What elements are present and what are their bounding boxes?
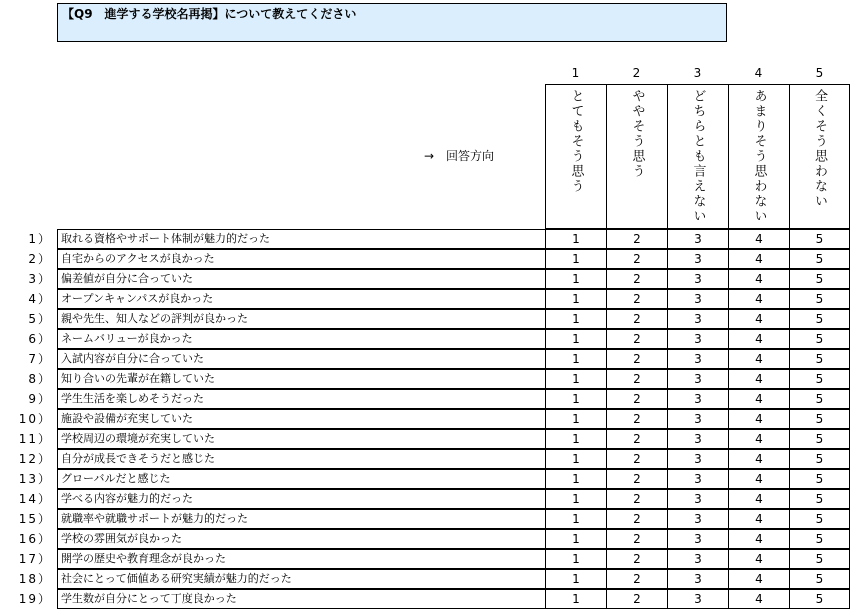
rating-option-3[interactable]: 3 [667,409,728,429]
rating-option-4[interactable]: 4 [728,469,789,489]
rating-option-4[interactable]: 4 [728,589,789,609]
table-row [0,309,856,329]
row-question-text: 取れる資格やサポート体制が魅力的だった [57,229,545,249]
scale-number-2: 2 [632,66,641,80]
rating-option-5[interactable]: 5 [789,509,850,529]
rating-option-5[interactable]: 5 [789,549,850,569]
rating-option-1[interactable]: 1 [545,269,606,289]
rating-option-5[interactable]: 5 [789,369,850,389]
row-number: 3） [28,272,52,286]
answer-direction-label: → 回答方向 [424,149,495,163]
rating-option-4[interactable]: 4 [728,509,789,529]
rating-option-4[interactable]: 4 [728,529,789,549]
rating-option-2[interactable]: 2 [606,229,667,249]
row-question-text: 自分が成長できそうだと感じた [57,449,545,469]
question-title: 【Q9 進学する学校名再掲】について教えてください [62,7,357,21]
rating-option-5[interactable]: 5 [789,389,850,409]
row-number: 2） [28,252,52,266]
table-row [0,329,856,349]
rating-option-2[interactable]: 2 [606,449,667,469]
rating-option-4[interactable]: 4 [728,309,789,329]
row-question-text: 偏差値が自分に合っていた [57,269,545,289]
rating-option-3[interactable]: 3 [667,429,728,449]
rating-option-1[interactable]: 1 [545,289,606,309]
row-question-text: 入試内容が自分に合っていた [57,349,545,369]
rating-option-5[interactable]: 5 [789,429,850,449]
scale-label-4: あまりそう思わない [751,89,767,224]
table-row [0,589,856,609]
rating-option-1[interactable]: 1 [545,549,606,569]
scale-number-3: 3 [693,66,702,80]
rating-option-2[interactable]: 2 [606,369,667,389]
row-question-text: オープンキャンパスが良かった [57,289,545,309]
row-number: 11） [18,432,52,446]
scale-label-2: ややそう思う [629,89,645,179]
rating-option-5[interactable]: 5 [789,529,850,549]
rating-option-5[interactable]: 5 [789,589,850,609]
row-number: 18） [18,572,52,586]
rating-option-2[interactable]: 2 [606,309,667,329]
table-row [0,489,856,509]
row-number: 12） [18,452,52,466]
row-number: 15） [18,512,52,526]
row-question-text: 学校周辺の環境が充実していた [57,429,545,449]
rating-option-1[interactable]: 1 [545,309,606,329]
row-question-text: 知り合いの先輩が在籍していた [57,369,545,389]
rating-option-2[interactable]: 2 [606,549,667,569]
rating-option-2[interactable]: 2 [606,469,667,489]
rating-option-4[interactable]: 4 [728,329,789,349]
row-number: 5） [28,312,52,326]
rating-option-5[interactable]: 5 [789,269,850,289]
rating-option-4[interactable]: 4 [728,449,789,469]
rating-option-1[interactable]: 1 [545,429,606,449]
rating-option-1[interactable]: 1 [545,509,606,529]
rating-option-1[interactable]: 1 [545,349,606,369]
table-row [0,229,856,249]
row-question-text: 社会にとって価値ある研究実績が魅力的だった [57,569,545,589]
scale-number-1: 1 [571,66,580,80]
rating-option-3[interactable]: 3 [667,229,728,249]
rating-option-5[interactable]: 5 [789,349,850,369]
rating-option-3[interactable]: 3 [667,249,728,269]
rating-option-3[interactable]: 3 [667,329,728,349]
rating-option-3[interactable]: 3 [667,529,728,549]
rating-option-2[interactable]: 2 [606,349,667,369]
rating-option-1[interactable]: 1 [545,329,606,349]
row-question-text: 学生数が自分にとって丁度良かった [57,589,545,609]
table-row [0,349,856,369]
scale-label-5: 全くそう思わない [812,89,827,209]
rating-option-2[interactable]: 2 [606,249,667,269]
row-question-text: 開学の歴史や教育理念が良かった [57,549,545,569]
rating-option-2[interactable]: 2 [606,389,667,409]
row-number: 17） [18,552,52,566]
table-row [0,529,856,549]
rating-option-1[interactable]: 1 [545,589,606,609]
scale-label-cell-5 [789,84,850,229]
rating-option-2[interactable]: 2 [606,289,667,309]
rating-option-4[interactable]: 4 [728,349,789,369]
rating-option-5[interactable]: 5 [789,309,850,329]
rating-option-1[interactable]: 1 [545,529,606,549]
rating-option-2[interactable]: 2 [606,529,667,549]
rating-option-4[interactable]: 4 [728,229,789,249]
row-number: 4） [28,292,52,306]
row-question-text: 施設や設備が充実していた [57,409,545,429]
rating-option-5[interactable]: 5 [789,469,850,489]
rating-option-4[interactable]: 4 [728,249,789,269]
rating-option-5[interactable]: 5 [789,449,850,469]
row-number: 13） [18,472,52,486]
row-number: 6） [28,332,52,346]
rating-option-3[interactable]: 3 [667,389,728,409]
table-row [0,249,856,269]
rating-option-2[interactable]: 2 [606,589,667,609]
table-row [0,449,856,469]
rating-option-5[interactable]: 5 [789,329,850,349]
rating-option-3[interactable]: 3 [667,489,728,509]
row-question-text: 学べる内容が魅力的だった [57,489,545,509]
rating-option-5[interactable]: 5 [789,249,850,269]
rating-option-2[interactable]: 2 [606,489,667,509]
question-title-box [57,3,727,42]
table-row [0,409,856,429]
row-number: 16） [18,532,52,546]
row-number: 19） [18,592,52,606]
scale-label-cell-3 [667,84,728,229]
rating-option-5[interactable]: 5 [789,289,850,309]
rating-option-1[interactable]: 1 [545,489,606,509]
rating-option-3[interactable]: 3 [667,469,728,489]
rating-option-4[interactable]: 4 [728,289,789,309]
row-question-text: 自宅からのアクセスが良かった [57,249,545,269]
rating-option-3[interactable]: 3 [667,569,728,589]
scale-label-cell-4 [728,84,789,229]
scale-label-1: とてもそう思う [568,89,584,194]
rating-option-2[interactable]: 2 [606,429,667,449]
rating-option-1[interactable]: 1 [545,369,606,389]
row-number: 14） [18,492,52,506]
rating-option-4[interactable]: 4 [728,429,789,449]
rating-option-3[interactable]: 3 [667,369,728,389]
rating-option-1[interactable]: 1 [545,409,606,429]
rating-option-3[interactable]: 3 [667,289,728,309]
rating-option-5[interactable]: 5 [789,229,850,249]
scale-number-4: 4 [754,66,763,80]
rating-option-1[interactable]: 1 [545,229,606,249]
rating-option-2[interactable]: 2 [606,409,667,429]
rating-option-5[interactable]: 5 [789,489,850,509]
rating-option-3[interactable]: 3 [667,349,728,369]
rating-option-4[interactable]: 4 [728,489,789,509]
row-number: 7） [28,352,52,366]
rating-option-4[interactable]: 4 [728,549,789,569]
row-question-text: 親や先生、知人などの評判が良かった [57,309,545,329]
rating-option-1[interactable]: 1 [545,249,606,269]
rating-option-4[interactable]: 4 [728,269,789,289]
rating-option-4[interactable]: 4 [728,369,789,389]
table-row [0,269,856,289]
scale-number-5: 5 [815,66,824,80]
rating-option-3[interactable]: 3 [667,269,728,289]
rating-option-3[interactable]: 3 [667,589,728,609]
rating-option-2[interactable]: 2 [606,509,667,529]
table-row [0,429,856,449]
row-number: 9） [28,392,52,406]
table-row [0,389,856,409]
row-question-text: 就職率や就職サポートが魅力的だった [57,509,545,529]
rating-option-2[interactable]: 2 [606,329,667,349]
table-row [0,509,856,529]
rating-option-3[interactable]: 3 [667,449,728,469]
rating-option-2[interactable]: 2 [606,269,667,289]
scale-label-cell-2 [606,84,667,229]
row-number: 8） [28,372,52,386]
scale-label-3: どちらとも言えない [690,89,706,224]
table-row [0,549,856,569]
row-question-text: ネームバリューが良かった [57,329,545,349]
table-row [0,289,856,309]
rating-option-4[interactable]: 4 [728,409,789,429]
table-row [0,569,856,589]
row-number: 1） [28,232,52,246]
rating-option-1[interactable]: 1 [545,569,606,589]
table-row [0,369,856,389]
rating-option-4[interactable]: 4 [728,569,789,589]
rating-option-1[interactable]: 1 [545,449,606,469]
rating-option-1[interactable]: 1 [545,389,606,409]
rating-option-3[interactable]: 3 [667,509,728,529]
row-question-text: グローバルだと感じた [57,469,545,489]
rating-option-4[interactable]: 4 [728,389,789,409]
row-number: 10） [18,412,52,426]
rating-option-1[interactable]: 1 [545,469,606,489]
rating-option-3[interactable]: 3 [667,309,728,329]
row-question-text: 学生生活を楽しめそうだった [57,389,545,409]
row-question-text: 学校の雰囲気が良かった [57,529,545,549]
rating-option-2[interactable]: 2 [606,569,667,589]
rating-option-5[interactable]: 5 [789,569,850,589]
scale-label-cell-1 [545,84,606,229]
rating-option-5[interactable]: 5 [789,409,850,429]
rating-option-3[interactable]: 3 [667,549,728,569]
table-row [0,469,856,489]
